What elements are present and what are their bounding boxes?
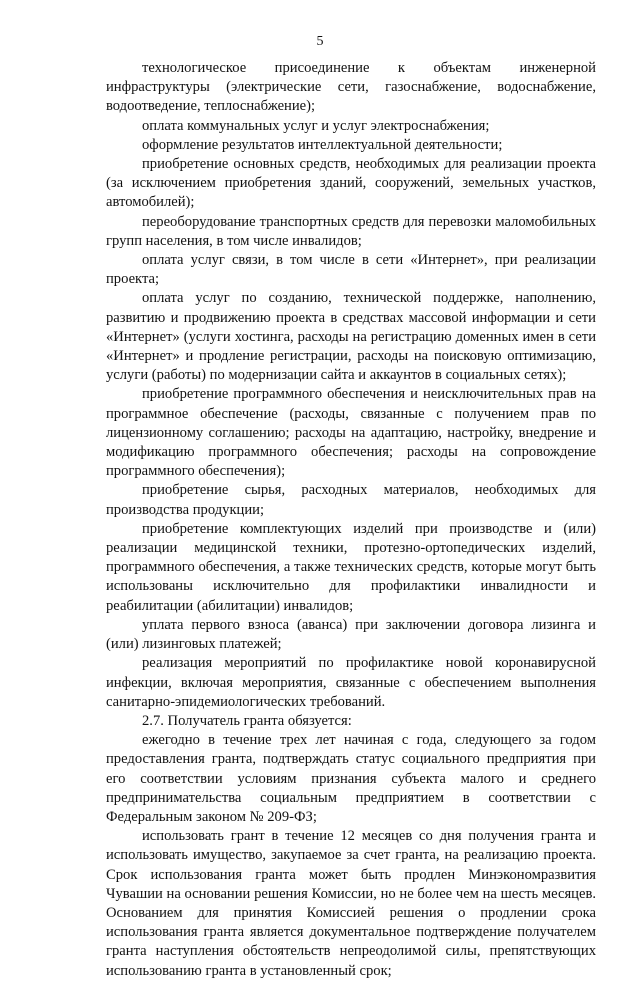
paragraph: использовать грант в течение 12 месяцев со дня получения гранта и использовать имущество, закупаемое за счет гранта, на реализацию проекта. Срок использования гранта может быть продлен Минэкономразвития Чувашии на основании решения Комиссии, но не более чем на шесть месяцев. Основанием для принятия Комиссией решения о продлении срока использования гранта является документальное подтверждение получателем гранта наступления обстоятельств непреодолимой силы, препятствующих использованию гранта в установленный срок; <box>106 828 596 979</box>
paragraph: реализация мероприятий по профилактике новой коронавирусной инфекции, включая мероприятия, связанные с обеспечением выполнения санитарно-эпидемиологических требований. <box>106 655 596 710</box>
paragraph: приобретение сырья, расходных материалов, необходимых для производства продукции; <box>106 482 596 518</box>
page-number: 5 <box>316 34 324 49</box>
paragraph: приобретение основных средств, необходимых для реализации проекта (за исключением приобретения зданий, сооружений, земельных участков, автомобилей); <box>106 156 596 211</box>
section-heading: 2.7. Получатель гранта обязуется: <box>142 712 352 729</box>
paragraph: переоборудование транспортных средств для перевозки маломобильных групп населения, в том числе инвалидов; <box>106 213 596 249</box>
paragraph: приобретение комплектующих изделий при производстве и (или) реализации медицинской техники, протезно-ортопедических изделий, программного обеспечения, а также технических средств, которые могут быть использованы исключительно для профилактики инвалидности и реабилитации (абилитации) инвалидов; <box>106 520 596 614</box>
paragraph: оплата услуг связи, в том числе в сети «Интернет», при реализации проекта; <box>106 252 596 288</box>
paragraph: оплата услуг по созданию, технической поддержке, наполнению, развитию и продвижению проекта в средствах массовой информации и сети «Интернет» (услуги хостинга, расходы на регистрацию доменных имен в сети «Интернет» и продление регистрации, расходы на поисковую оптимизацию, услуги (работы) по модернизации сайта и аккаунтов в социальных сетях); <box>106 290 596 384</box>
paragraph: технологическое присоединение к объектам инженерной инфраструктуры (электрические сети, газоснабжение, водоснабжение, водоотведение, теплоснабжение); <box>106 60 596 115</box>
paragraph: оплата коммунальных услуг и услуг электроснабжения; <box>142 117 490 134</box>
document-body <box>106 59 596 981</box>
paragraph: оформление результатов интеллектуальной деятельности; <box>142 136 503 153</box>
paragraph: ежегодно в течение трех лет начиная с года, следующего за годом предоставления гранта, подтверждать статус социального предприятия при его соответствии условиям признания субъекта малого и среднего предпринимательства социальным предприятием в соответствии с Федеральным законом № 209-ФЗ; <box>106 732 596 825</box>
paragraph: уплата первого взноса (аванса) при заключении договора лизинга и (или) лизинговых платежей; <box>106 616 596 653</box>
paragraph: приобретение программного обеспечения и неисключительных прав на программное обеспечение (расходы, связанные с получением прав по лицензионному соглашению; расходы на адаптацию, настройку, внедрение и модификацию программного обеспечения; расходы на сопровождение программного обеспечения); <box>106 386 596 480</box>
